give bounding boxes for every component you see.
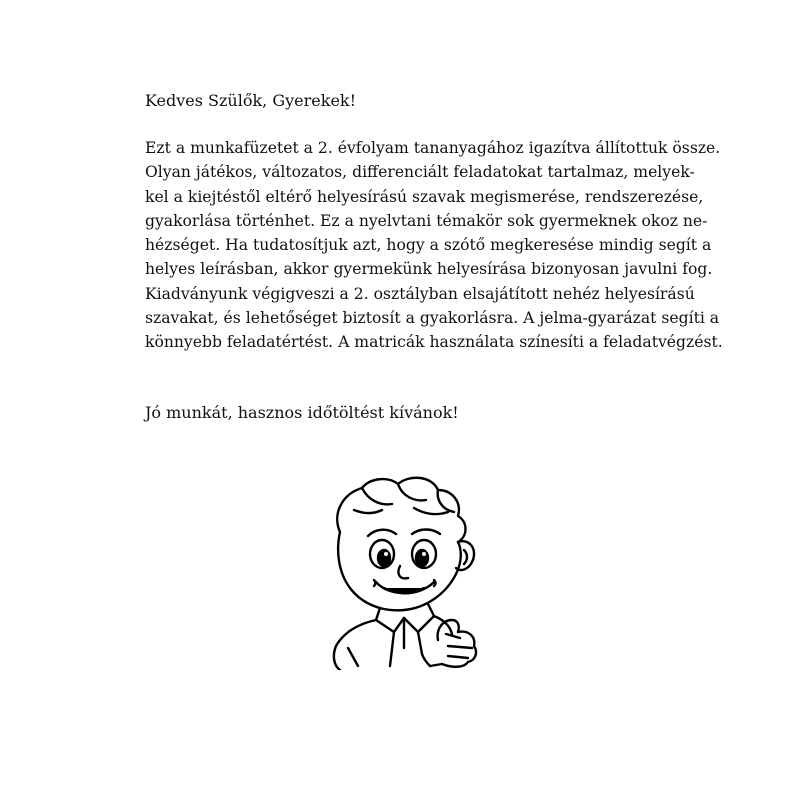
body-line-1: Ezt a munkafüzetet a 2. évfolyam tananyagához igazítva állítottuk össze.: [145, 139, 721, 157]
thumbs-up-boy-mascot-icon: [318, 470, 488, 670]
body-line-2: Olyan játékos, változatos, differenciált feladatokat tartalmaz, melyek-: [145, 163, 695, 182]
body-line-5: hézséget. Ha tudatosítjuk azt, hogy a szótő megkeresése mindig segít a: [145, 236, 712, 255]
body-line-6: helyes leírásban, akkor gyermekünk helyesírása bizonyosan javulni fog.: [145, 260, 713, 279]
letter-closing: Jó munkát, hasznos időtöltést kívánok!: [145, 403, 459, 422]
body-line-9: könnyebb feladatértést. A matricák használata színesíti a feladatvégzést.: [145, 333, 723, 352]
letter-greeting: Kedves Szülők, Gyerekek!: [145, 91, 357, 110]
body-line-4: gyakorlása történhet. Ez a nyelvtani témakör sok gyermeknek okoz ne-: [145, 211, 708, 230]
body-line-7: Kiadványunk végigveszi a 2. osztályban elsajátított nehéz helyesírású: [145, 284, 695, 303]
letter-body: [145, 136, 723, 355]
body-line-8: szavakat, és lehetőséget biztosít a gyakorlásra. A jelma-gyarázat segíti a: [145, 309, 720, 328]
body-line-3: kel a kiejtéstől eltérő helyesírású szavak megismerése, rendszerezése,: [145, 187, 704, 206]
